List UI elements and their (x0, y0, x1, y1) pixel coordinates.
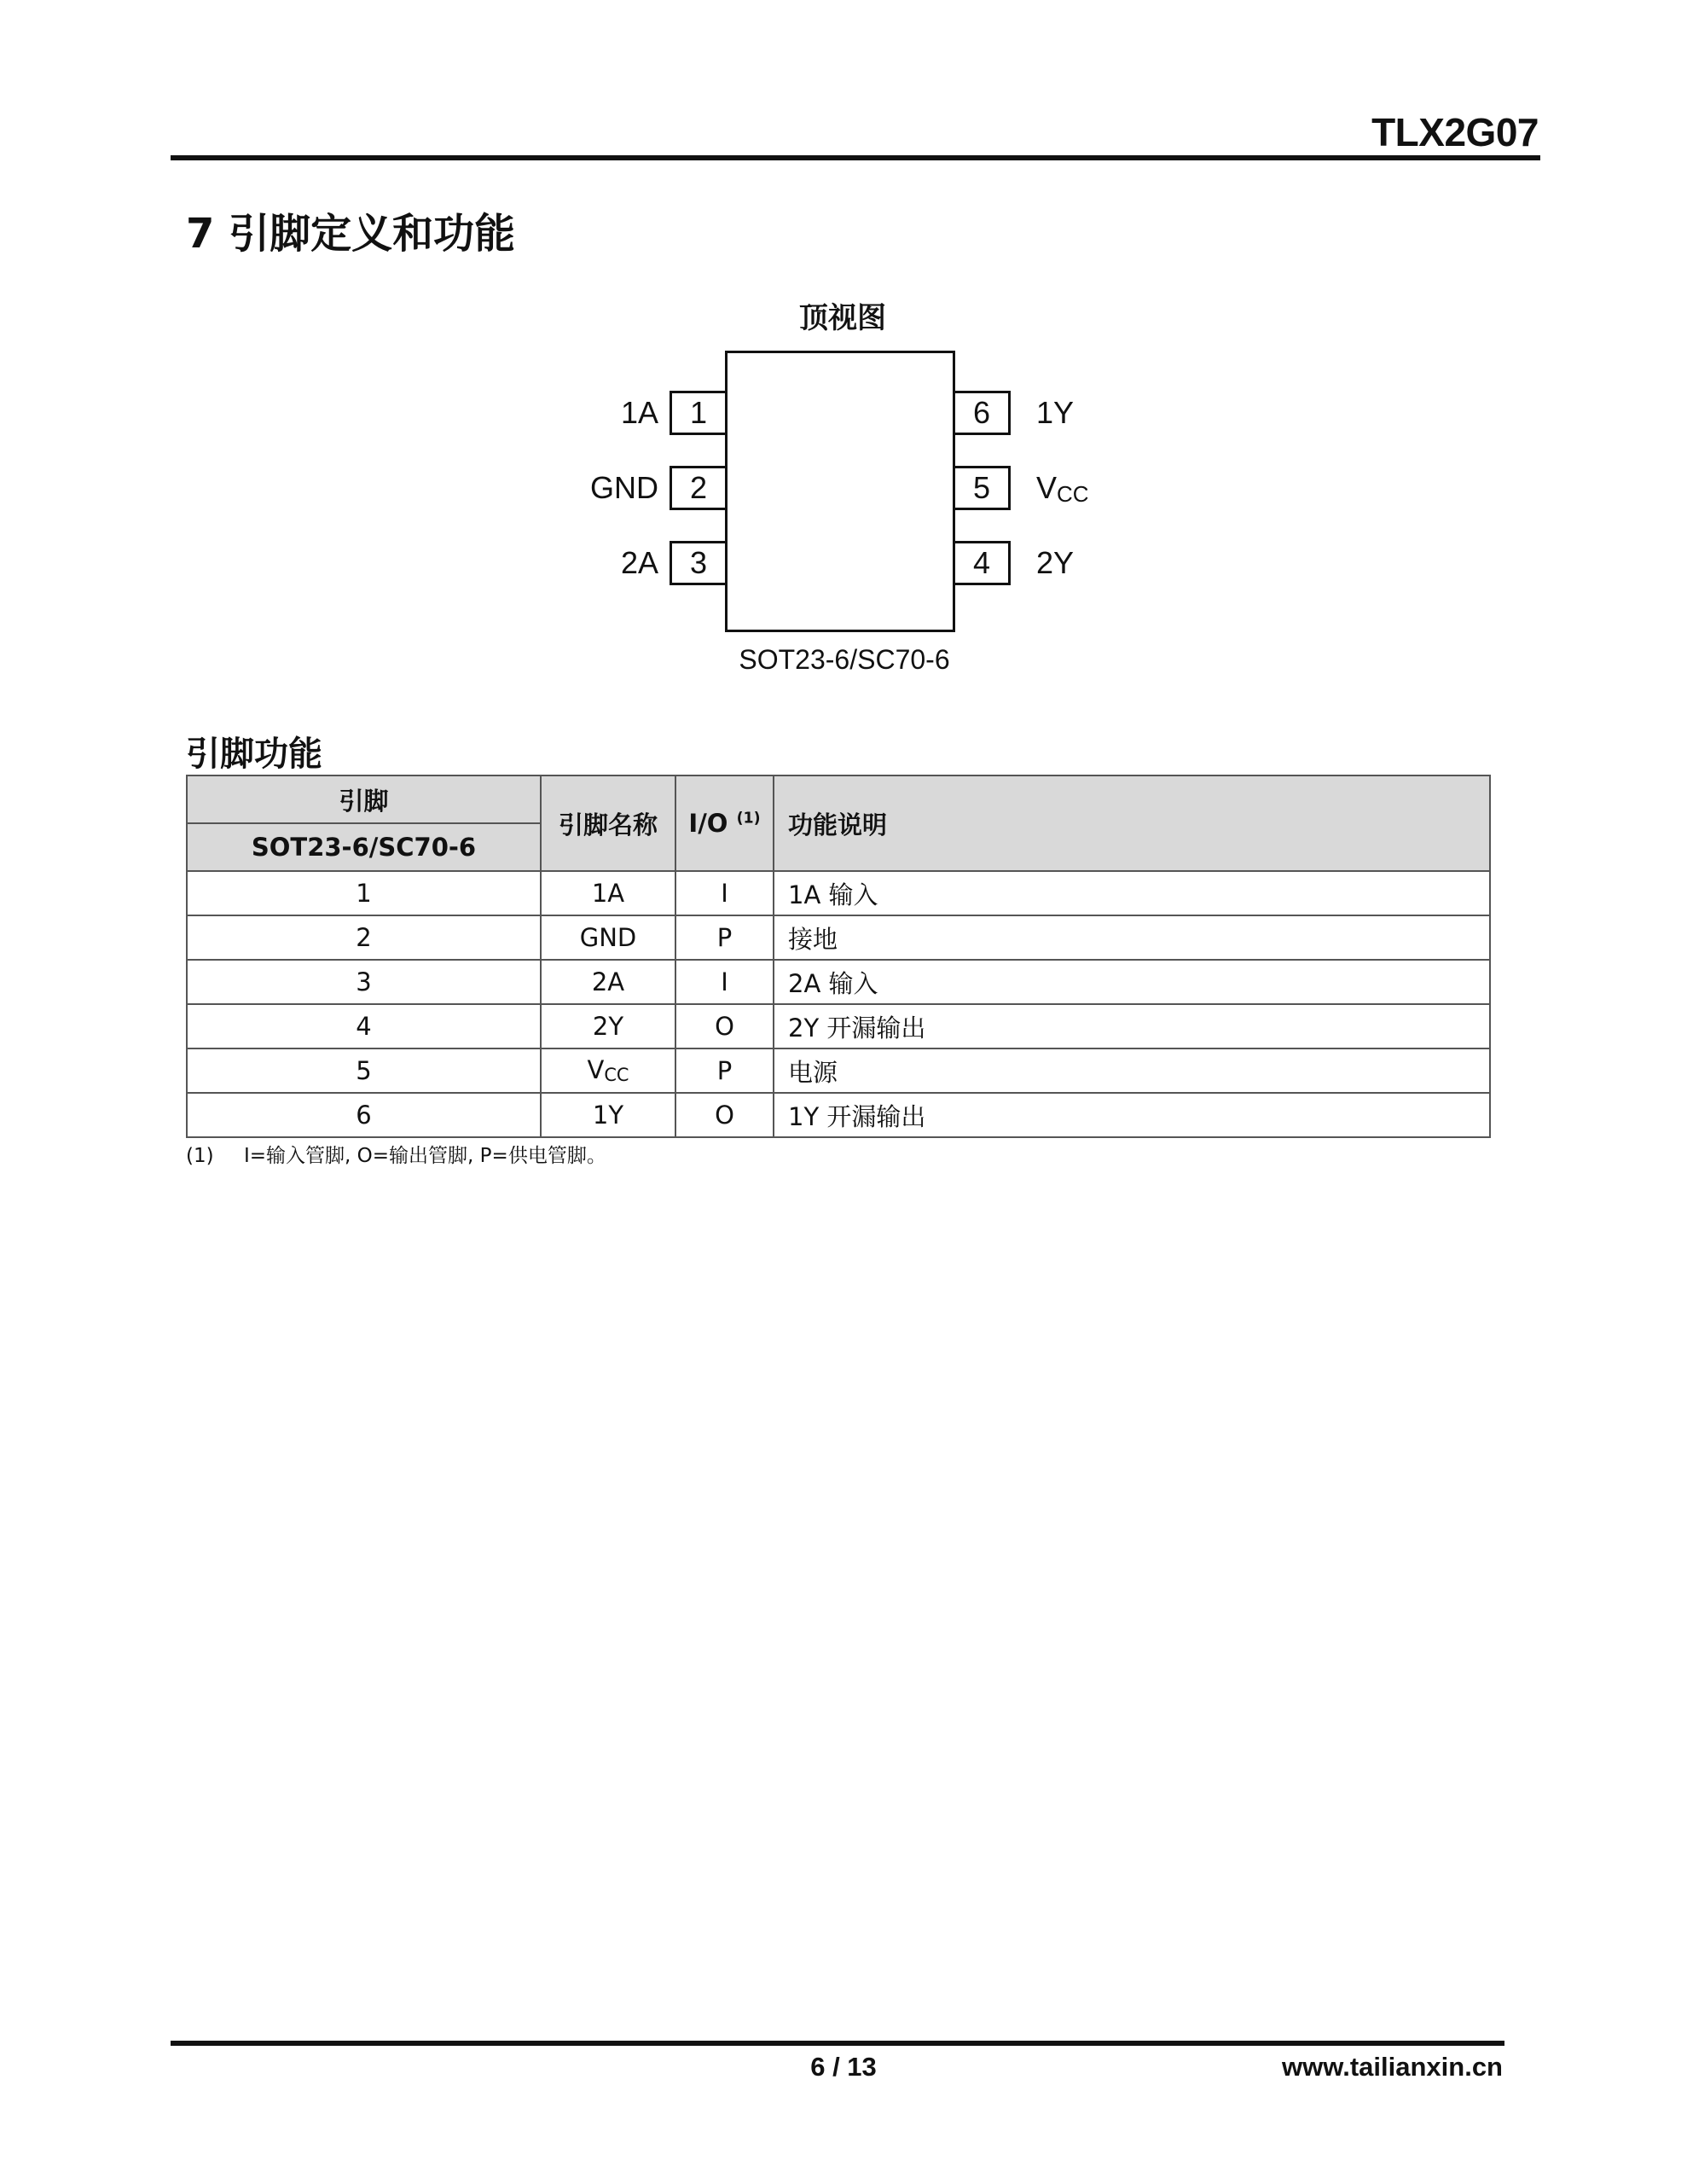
pin-name-label: 1Y (1036, 395, 1075, 430)
table-row (187, 871, 1490, 915)
cell-pin: 6 (187, 1093, 541, 1137)
pin-number-box: 5 (953, 466, 1011, 510)
header-package: SOT23-6/SC70-6 (187, 823, 541, 871)
pin-name-label: GND (590, 470, 658, 505)
cell-description: 电源 (774, 1048, 1490, 1093)
footnote-mark: (1) (186, 1145, 214, 1167)
header-io-label: I/O (688, 809, 728, 838)
pin-function-title: 引脚功能 (186, 735, 322, 774)
cell-description: 1A 输入 (774, 871, 1490, 915)
vcc-main: V (587, 1055, 605, 1085)
section-title: 7 引脚定义和功能 (186, 210, 516, 258)
table-row (187, 1004, 1490, 1048)
cell-name: GND (541, 915, 675, 960)
cell-pin: 1 (187, 871, 541, 915)
cell-description: 接地 (774, 915, 1490, 960)
pin-number-box: 2 (670, 466, 728, 510)
cell-name: 2Y (541, 1004, 675, 1048)
table-row (187, 915, 1490, 960)
pin-number-box: 6 (953, 391, 1011, 435)
cell-io: O (675, 1004, 774, 1048)
package-body (725, 351, 955, 632)
cell-pin: 2 (187, 915, 541, 960)
cell-name: 1Y (541, 1093, 675, 1137)
pin-name-label: 1A (620, 395, 658, 430)
pin-number-box: 1 (670, 391, 728, 435)
cell-io: P (675, 915, 774, 960)
header-description: 功能说明 (774, 775, 1490, 871)
header-io (675, 775, 774, 871)
website-url: www.tailianxin.cn (1282, 2052, 1503, 2082)
document-part-number: TLX2G07 (1371, 110, 1539, 154)
table-footnote (186, 1140, 606, 1168)
header-pin: 引脚 (187, 775, 541, 823)
cell-io: I (675, 960, 774, 1004)
table-row (187, 1048, 1490, 1093)
header-io-footnote-ref: (1) (736, 810, 761, 828)
pin-name-label: 2Y (1036, 545, 1075, 580)
vcc-main: V (1036, 470, 1058, 505)
pin-number-box: 3 (670, 541, 728, 585)
package-label: SOT23-6/SC70-6 (739, 644, 950, 675)
pin-number-box: 4 (953, 541, 1011, 585)
table-row (187, 960, 1490, 1004)
page-number: 6 / 13 (810, 2052, 877, 2082)
vcc-subscript: CC (604, 1065, 629, 1086)
cell-io: O (675, 1093, 774, 1137)
cell-pin: 4 (187, 1004, 541, 1048)
footer-rule (171, 2041, 1504, 2046)
cell-name: 2A (541, 960, 675, 1004)
pinout-diagram (563, 294, 1109, 695)
header-pin-name: 引脚名称 (541, 775, 675, 871)
cell-description: 2Y 开漏输出 (774, 1004, 1490, 1048)
cell-name (541, 1048, 675, 1093)
pin-function-table (186, 775, 1491, 1138)
header-rule (171, 155, 1540, 160)
cell-io: P (675, 1048, 774, 1093)
cell-io: I (675, 871, 774, 915)
cell-pin: 3 (187, 960, 541, 1004)
vcc-subscript: CC (1057, 482, 1089, 507)
pin-name-label (1036, 466, 1088, 517)
cell-description: 1Y 开漏输出 (774, 1093, 1490, 1137)
footnote-text: I=输入管脚, O=输出管脚, P=供电管脚。 (244, 1145, 606, 1167)
cell-pin: 5 (187, 1048, 541, 1093)
cell-name: 1A (541, 871, 675, 915)
pin-name-label: 2A (620, 545, 658, 580)
cell-description: 2A 输入 (774, 960, 1490, 1004)
top-view-label: 顶视图 (799, 301, 886, 335)
table-row (187, 1093, 1490, 1137)
